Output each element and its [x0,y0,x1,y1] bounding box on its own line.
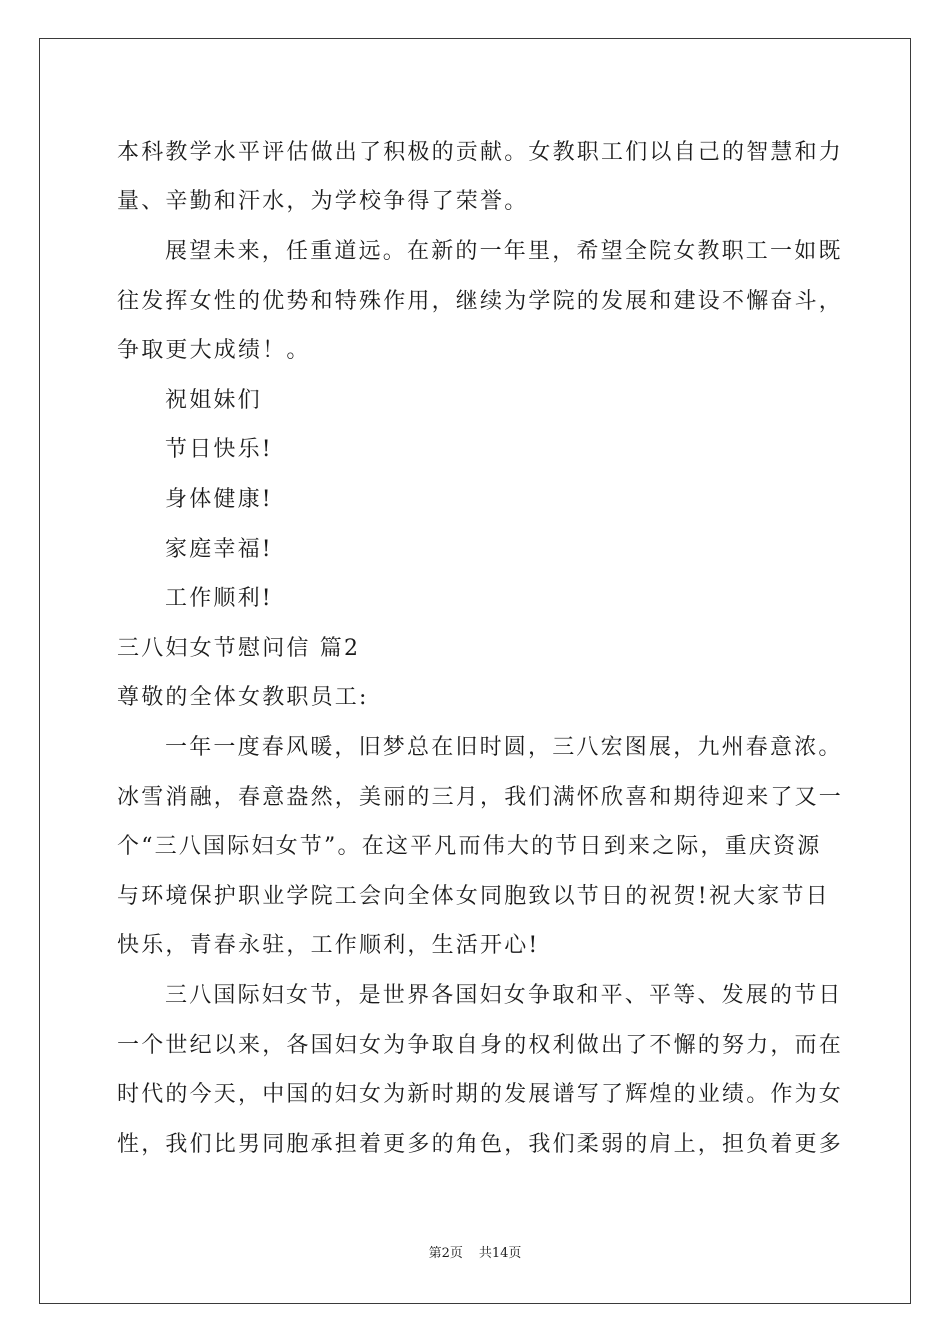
body-text-line: 量、辛勤和汗水，为学校争得了荣誉。 [117,189,529,214]
body-text-line: 展望未来，任重道远。在新的一年里，希望全院女教职工一如既 [165,239,843,264]
body-text-line: 与环境保护职业学院工会向全体女同胞致以节日的祝贺!祝大家节日 [117,884,830,909]
body-text-line: 往发挥女性的优势和特殊作用，继续为学院的发展和建设不懈奋斗， [117,289,844,314]
body-text-line: 身体健康! [165,487,273,512]
section-heading: 三八妇女节慰问信 篇2 [117,636,361,661]
body-text-line: 一年一度春风暖，旧梦总在旧时圆，三八宏图展，九州春意浓。 [165,735,843,760]
page-total: 共14页 [478,1246,522,1261]
body-text-line: 家庭幸福! [165,537,273,562]
body-text-line: 时代的今天，中国的妇女为新时期的发展谱写了辉煌的业绩。作为女 [117,1082,844,1107]
body-text-line: 本科教学水平评估做出了积极的贡献。女教职工们以自己的智慧和力 [117,140,844,165]
body-text-line: 祝姐妹们 [165,388,262,413]
body-text-line: 三八国际妇女节，是世界各国妇女争取和平、平等、发展的节日 [165,983,843,1008]
body-text-line: 快乐，青春永驻，工作顺利，生活开心! [117,933,540,958]
body-text-line: 个“三八国际妇女节”。在这平凡而伟大的节日到来之际，重庆资源 [117,834,822,859]
page-border [39,38,911,1304]
body-text-line: 一个世纪以来，各国妇女为争取自身的权利做出了不懈的努力，而在 [117,1033,844,1058]
body-text-line: 节日快乐! [165,437,273,462]
body-text-line: 争取更大成绩！。 [117,338,311,363]
body-text-line: 性，我们比男同胞承担着更多的角色，我们柔弱的肩上，担负着更多 [117,1132,844,1157]
page-number: 第2页 [428,1246,463,1261]
page-footer [0,1246,950,1262]
salutation: 尊敬的全体女教职员工: [117,685,369,710]
body-text-line: 工作顺利! [165,586,273,611]
body-text-line: 冰雪消融，春意盎然，美丽的三月，我们满怀欣喜和期待迎来了又一 [117,785,844,810]
